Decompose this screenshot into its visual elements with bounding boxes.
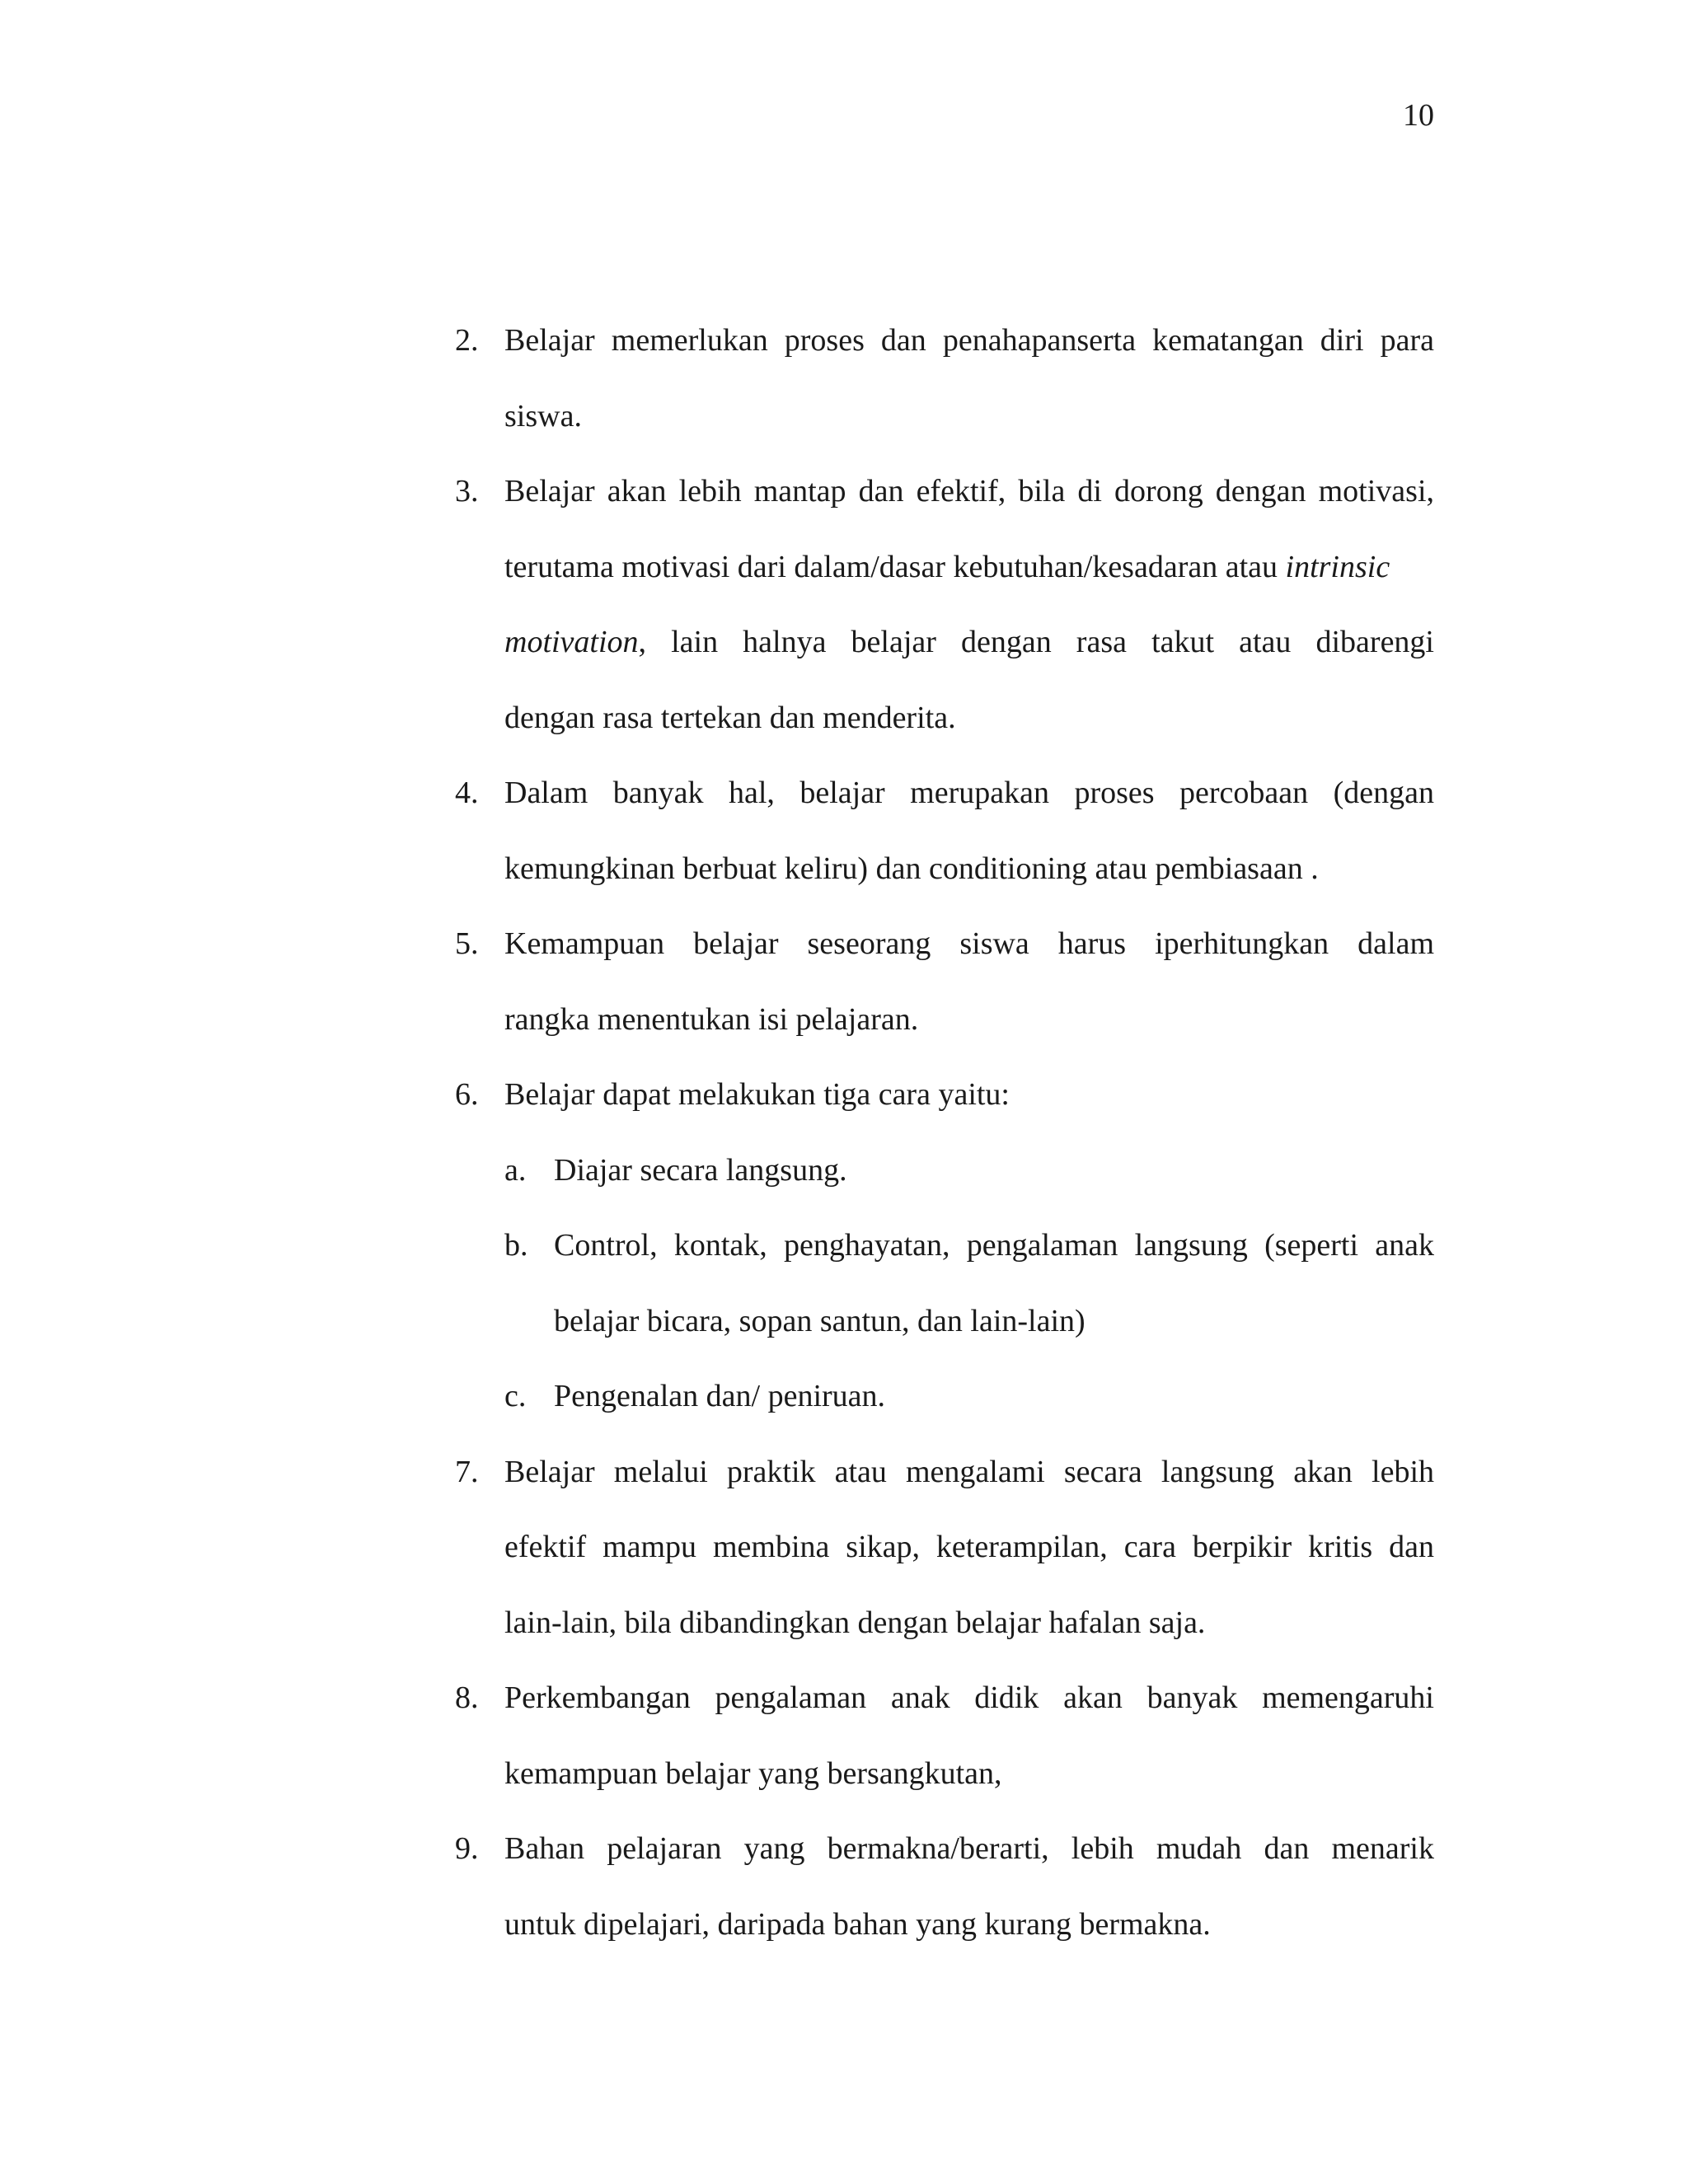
text-line: Control, kontak, penghayatan, pengalaman langsung (seperti anak <box>554 1228 1434 1263</box>
list-item-8 <box>455 1661 1434 1811</box>
list-number: 9. <box>455 1831 479 1866</box>
list-item-6 <box>455 1057 1434 1435</box>
list-number: 5. <box>455 926 479 961</box>
numbered-list <box>455 303 1434 1962</box>
list-item-text <box>504 1057 1434 1435</box>
list-item-text <box>504 454 1434 756</box>
list-item-text <box>504 1435 1434 1661</box>
text-line: kemungkinan berbuat keliru) dan conditioning atau pembiasaan . <box>504 851 1319 886</box>
text-line: Belajar akan lebih mantap dan efektif, bila di dorong dengan motivasi, <box>504 474 1434 509</box>
sub-item-text <box>554 1359 1434 1435</box>
sub-item-b <box>504 1208 1434 1359</box>
text-line: rangka menentukan isi pelajaran. <box>504 1001 919 1037</box>
page-number: 10 <box>1403 98 1434 133</box>
text-line: Perkembangan pengalaman anak didik akan banyak memengaruhi <box>504 1680 1434 1715</box>
text-line: Bahan pelajaran yang bermakna/berarti, lebih mudah dan menarik <box>504 1831 1434 1866</box>
text-segment: , lain halnya belajar dengan rasa takut atau dibarengi <box>638 625 1434 659</box>
list-number: 4. <box>455 776 479 810</box>
list-number: 7. <box>455 1454 479 1489</box>
text-line: Belajar dapat melakukan tiga cara yaitu: <box>504 1077 1010 1112</box>
list-item-text <box>504 756 1434 907</box>
text-line: belajar bicara, sopan santun, dan lain-lain) <box>554 1303 1085 1338</box>
list-number: 8. <box>455 1680 479 1715</box>
text-line: efektif mampu membina sikap, keterampilan, cara berpikir kritis dan <box>504 1530 1434 1564</box>
sub-item-text <box>554 1133 1434 1209</box>
text-line: Kemampuan belajar seseorang siswa harus iperhitungkan dalam <box>504 926 1434 961</box>
list-item-text <box>504 1661 1434 1811</box>
list-item-text <box>504 303 1434 454</box>
text-line: siswa. <box>504 398 582 434</box>
text-line: lain-lain, bila dibandingkan dengan belajar hafalan saja. <box>504 1605 1206 1640</box>
list-item-7 <box>455 1435 1434 1661</box>
sub-item-label: b. <box>504 1228 528 1263</box>
list-number: 2. <box>455 323 479 358</box>
text-line: Belajar memerlukan proses dan penahapanserta kematangan diri para <box>504 323 1434 358</box>
sub-item-c <box>504 1359 1434 1435</box>
list-number: 6. <box>455 1077 479 1112</box>
list-item-2 <box>455 303 1434 454</box>
list-number: 3. <box>455 474 479 509</box>
text-line: untuk dipelajari, daripada bahan yang kurang bermakna. <box>504 1906 1211 1942</box>
sub-item-label: a. <box>504 1152 527 1188</box>
sub-item-label: c. <box>504 1379 527 1413</box>
sub-item-text <box>554 1208 1434 1359</box>
italic-term: intrinsic <box>1285 549 1390 584</box>
sub-item-a <box>504 1133 1434 1209</box>
list-item-9 <box>455 1811 1434 1962</box>
text-line: Diajar secara langsung. <box>554 1152 847 1188</box>
text-line: Belajar melalui praktik atau mengalami secara langsung akan lebih <box>504 1454 1434 1489</box>
text-line <box>504 605 1434 681</box>
list-item-4 <box>455 756 1434 907</box>
text-segment: terutama motivasi dari dalam/dasar kebutuhan/kesadaran atau <box>504 549 1286 584</box>
text-line: kemampuan belajar yang bersangkutan, <box>504 1755 1002 1791</box>
italic-term: motivation <box>504 625 639 659</box>
text-line <box>504 530 1434 606</box>
list-item-3 <box>455 454 1434 756</box>
text-line: Pengenalan dan/ peniruan. <box>554 1379 886 1413</box>
list-item-5 <box>455 907 1434 1057</box>
text-line: Dalam banyak hal, belajar merupakan proses percobaan (dengan <box>504 776 1434 810</box>
list-item-text <box>504 907 1434 1057</box>
list-item-text <box>504 1811 1434 1962</box>
text-line: dengan rasa tertekan dan menderita. <box>504 700 956 735</box>
